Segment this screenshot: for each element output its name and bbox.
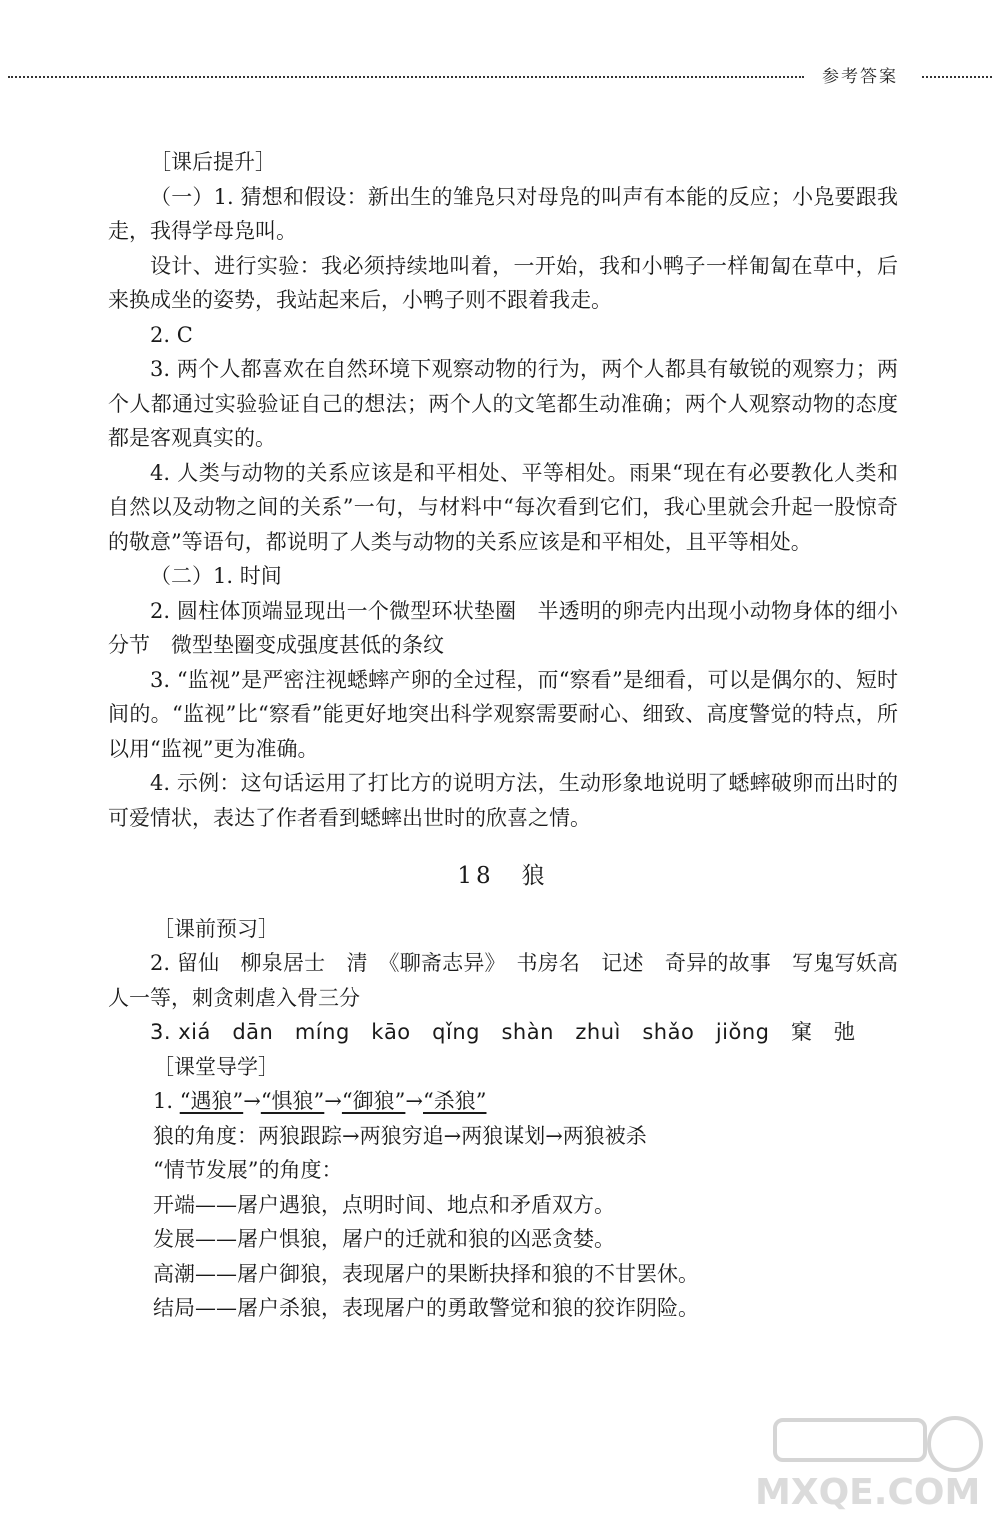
plot-development: 发展——屠户惧狼，屠户的迁就和狼的凶恶贪婪。 [153,1227,615,1251]
watermark-logo [755,1408,995,1513]
stage-meet-wolf: “遇狼” [179,1089,244,1113]
answer-1-3: 3. 两个人都喜欢在自然环境下观察动物的行为，两个人都具有敏锐的观察力；两个人都通过实验验证自己的想法；两个人的文笔都生动准确；两个人观察动物的态度都是客观真实的。 [108,357,898,450]
chapter-title: 18 狼 [457,863,549,889]
answer-2-2: 2. 圆柱体顶端显现出一个微型环状垫圈 半透明的卵壳内出现小动物身体的细小分节 微型垫圈变成强度甚低的条纹 [108,598,898,657]
watermark-emblem-icon [755,1408,995,1478]
answer-2-3: 3. “监视”是严密注视蟋蟀产卵的全过程，而“察看”是细看，可以是偶尔的、短时间的。“监视”比“察看”能更好地突出科学观察需要耐心、细致、高度警觉的特点，所以用“监视”更为准确。 [108,667,898,761]
answer-2-4: 4. 示例：这句话运用了打比方的说明方法，生动形象地说明了蟋蟀破卵而出时的可爱情状，表达了作者看到蟋蟀出世时的欣喜之情。 [108,771,898,830]
header-title: 参考答案 [822,67,898,87]
answer-2-1: （二）1. 时间 [150,564,282,588]
section-heading-preview: ［课前预习］ [153,916,279,941]
answer-content [108,145,898,1326]
arrow-icon: → [324,1089,342,1113]
header-dotted-rule-left [8,76,804,78]
plot-climax: 高潮——屠户御狼，表现屠户的果断抉择和狼的不甘罢休。 [153,1261,699,1286]
arrow-icon: → [405,1089,423,1113]
guide-line-1 [153,1084,898,1119]
guide-line-wolf-view: 狼的角度：两狼跟踪→两狼穷追→两狼谋划→两狼被杀 [153,1123,647,1148]
guide-line-1-prefix: 1. [153,1089,180,1113]
stage-kill-wolf: “杀狼” [423,1089,487,1113]
plot-beginning: 开端——屠户遇狼，点明时间、地点和矛盾双方。 [153,1192,615,1217]
answer-1-2: 2. C [150,322,193,347]
stage-resist-wolf: “御狼” [341,1089,406,1113]
answer-1-1-design: 设计、进行实验：我必须持续地叫着，一开始，我和小鸭子一样匍匐在草中，后来换成坐的姿势，我站起来后，小鸭子则不跟着我走。 [108,253,898,312]
answer-1-1: （一）1. 猜想和假设：新出生的雏凫只对母凫的叫声有本能的反应；小凫要跟我走，我得学母凫叫。 [108,184,898,243]
preview-answer-3-pinyin: 3. xiá dān míng kāo qǐng shàn zhuì shǎo jiǒng 窠 弛 [150,1020,856,1044]
guide-line-plot-view: “情节发展”的角度： [153,1158,343,1182]
preview-answer-2: 2. 留仙 柳泉居士 清 《聊斋志异》 书房名 记述 奇异的故事 写鬼写妖高人一等，刺贪刺虐入骨三分 [108,951,898,1010]
section-heading-after-class: ［课后提升］ [150,150,276,174]
section-heading-class-guide: ［课堂导学］ [153,1054,279,1079]
header-dotted-rule-right [922,76,992,78]
answer-1-4: 4. 人类与动物的关系应该是和平相处、平等相处。雨果“现在有必要教化人类和自然以及动物之间的关系”一句，与材料中“每次看到它们，我心里就会升起一股惊奇的敬意”等语句，都说明了人类与动物的关系应该是和平相处，且平等相处。 [108,460,898,554]
page-header [0,62,1000,92]
stage-fear-wolf: “惧狼” [260,1089,325,1113]
plot-ending: 结局——屠户杀狼，表现屠户的勇敢警觉和狼的狡诈阴险。 [153,1296,699,1320]
watermark-text: MXQE.COM [755,1472,981,1513]
arrow-icon: → [243,1089,261,1113]
